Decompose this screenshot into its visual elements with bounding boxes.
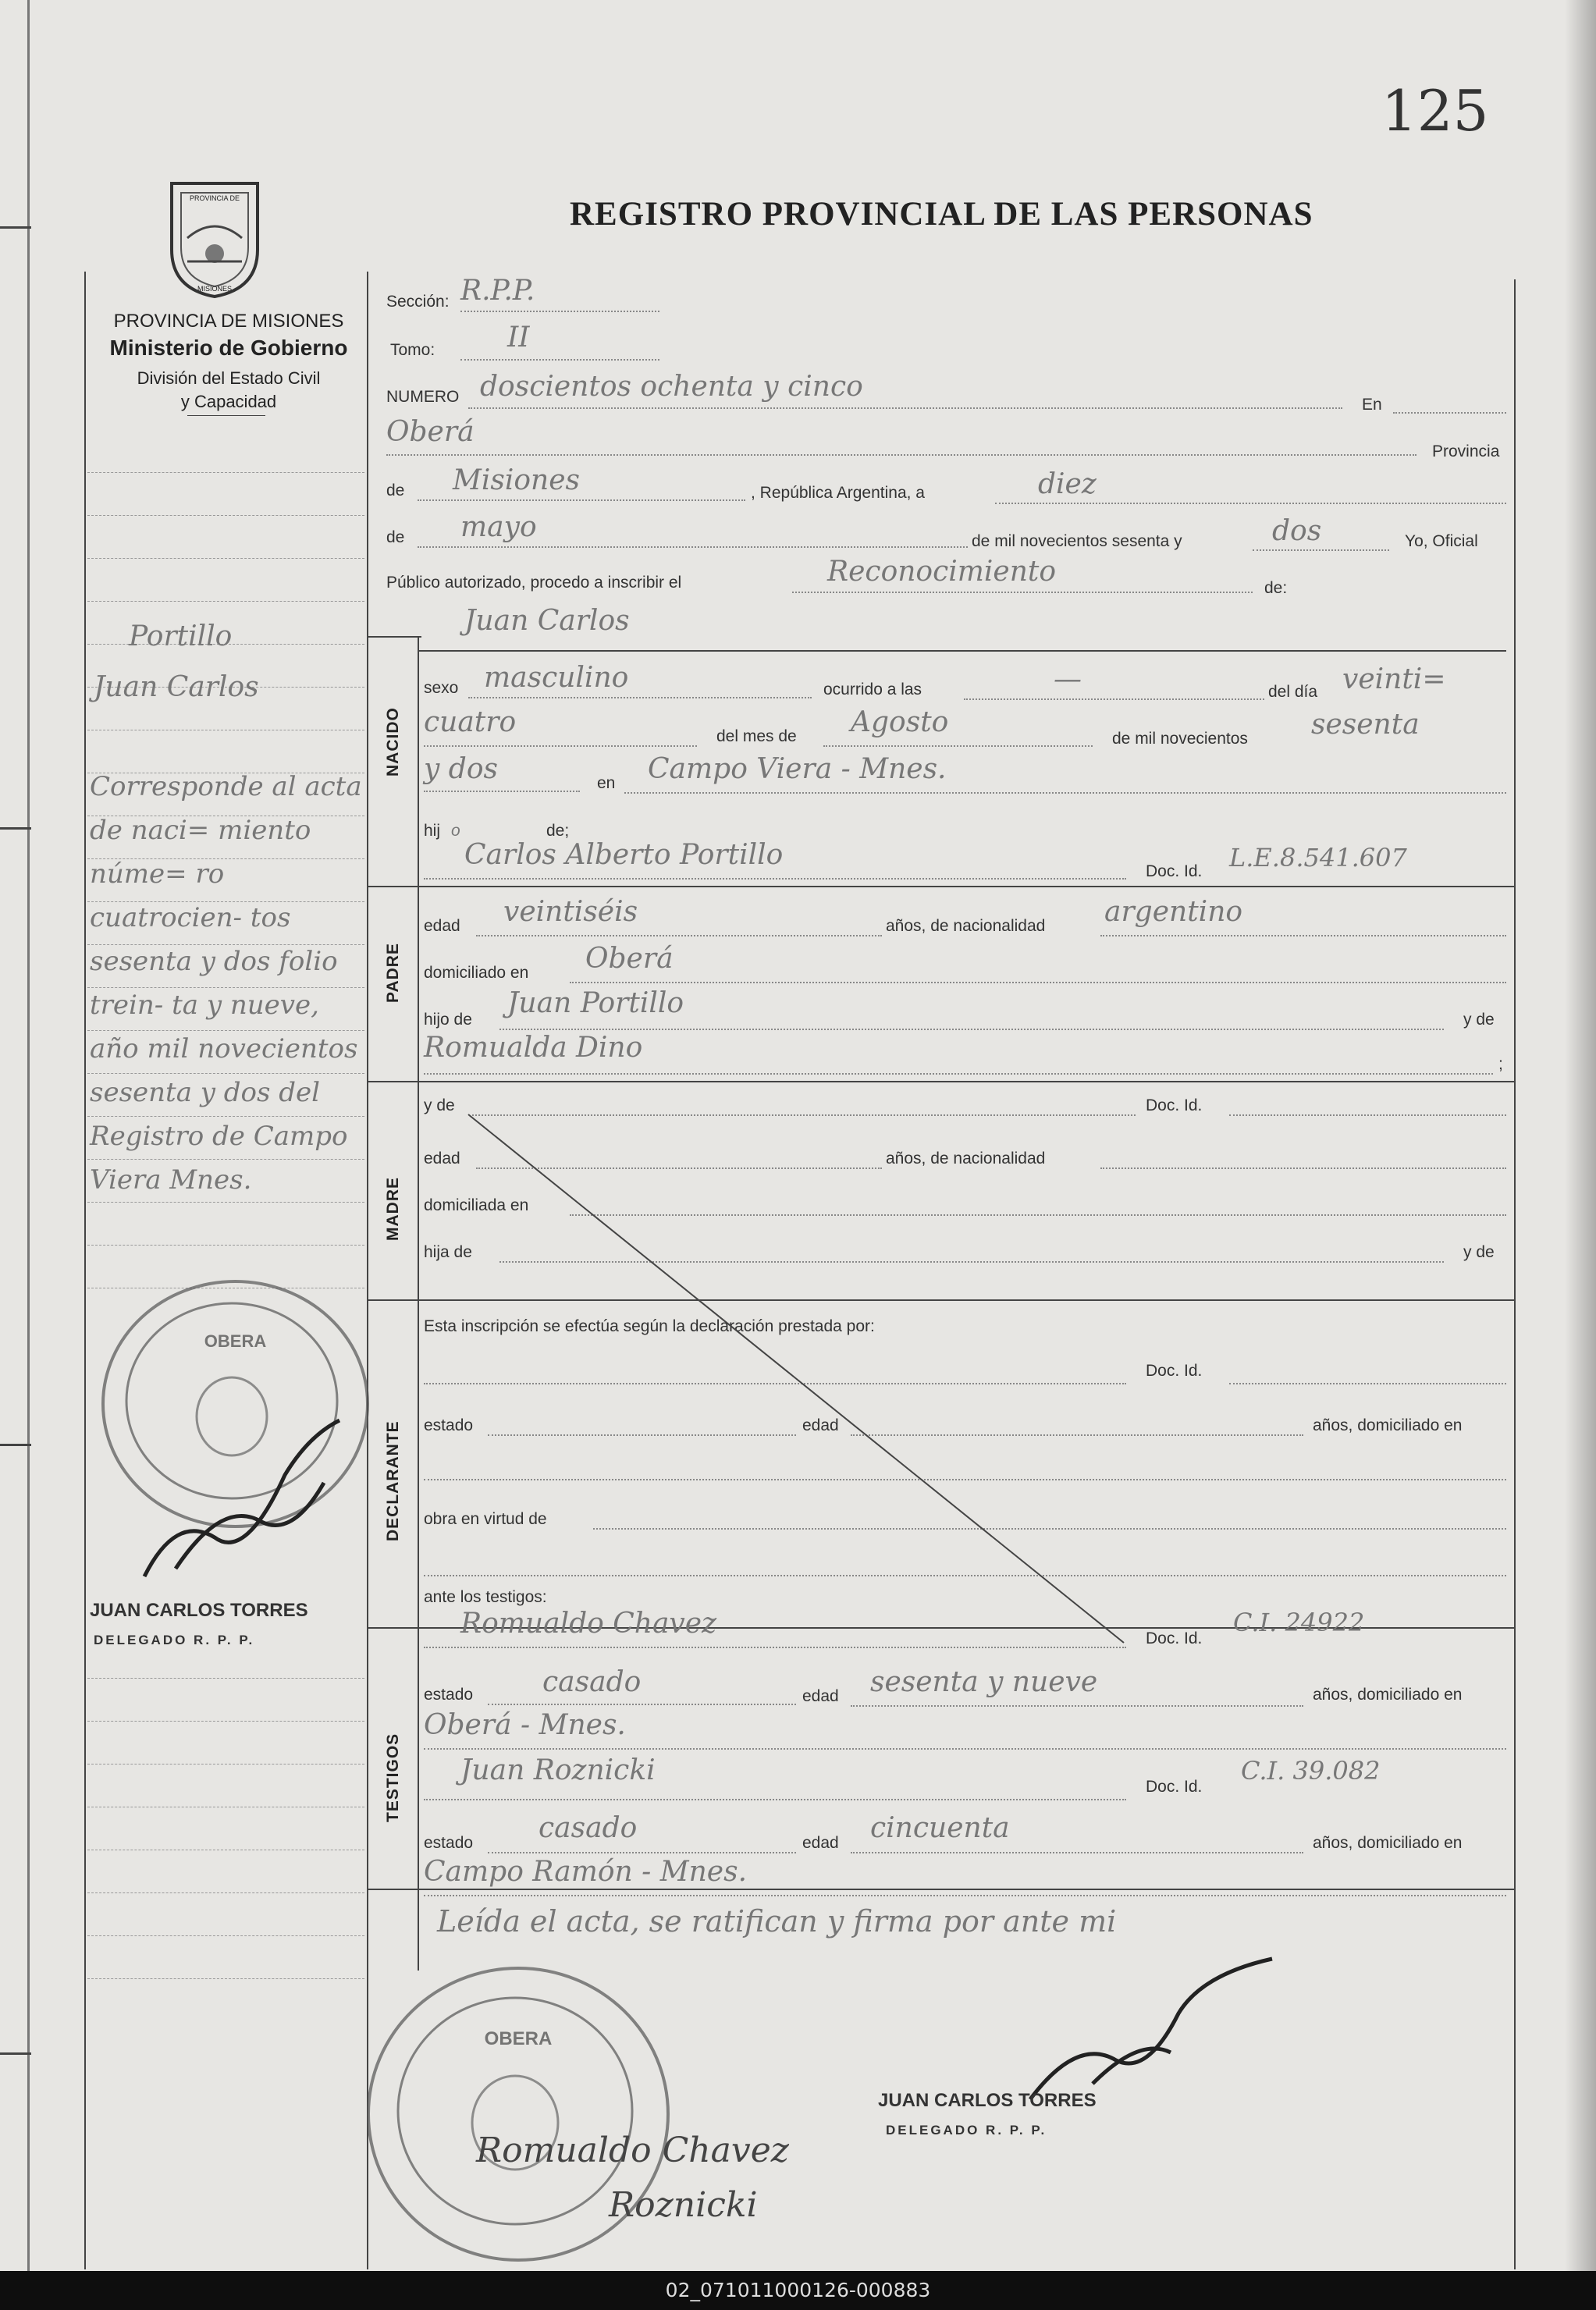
edad-padre-label: edad: [424, 917, 460, 935]
margin-given-name: Juan Carlos: [94, 671, 259, 703]
en-nacido-label: en: [597, 774, 616, 792]
page-title: REGISTRO PROVINCIAL DE LAS PERSONAS: [570, 196, 1313, 233]
header-division: División del Estado Civil: [137, 368, 321, 388]
estado-testigo2-label: estado: [424, 1834, 474, 1852]
edad-testigo2-label: edad: [802, 1834, 839, 1852]
margin-surname: Portillo: [129, 620, 233, 652]
section-label-padre: PADRE: [384, 943, 402, 1003]
numero-label: NUMERO: [386, 388, 460, 406]
ocurrido-label: ocurrido a las: [823, 681, 922, 698]
dia-value: diez: [1038, 468, 1097, 500]
yde-madre-label: y de: [1463, 1243, 1495, 1261]
estado-testigo1-label: estado: [424, 1686, 474, 1704]
hijo-de-label: de;: [546, 822, 570, 840]
witness-signature-1: Romualdo Chavez: [476, 2131, 789, 2170]
hijo-suffix: o: [451, 822, 460, 840]
del-dia-label: del día: [1268, 683, 1318, 701]
field-line: [424, 1647, 1126, 1648]
delegado-name-bottom: JUAN CARLOS TORRES: [878, 2090, 1097, 2111]
testigo2-estado: casado: [539, 1812, 638, 1844]
nacionalidad-madre-label: años, de nacionalidad: [886, 1150, 1046, 1167]
yo-oficial-label: Yo, Oficial: [1405, 532, 1478, 550]
delegado-title: DELEGADO R. P. P.: [94, 1633, 255, 1647]
nacionalidad-padre-label: años, de nacionalidad: [886, 917, 1046, 935]
provincia-value: Misiones: [453, 464, 581, 496]
stamp-center-text: OBERA: [484, 2028, 553, 2049]
de2-label: de: [386, 528, 405, 546]
signature-scribble: [129, 1389, 363, 1600]
republica-label: , República Argentina, a: [751, 484, 925, 502]
mes-nacido-label: del mes de: [716, 727, 797, 745]
abuelo-value: Juan Portillo: [507, 987, 684, 1019]
declaracion-label: Esta inscripción se efectúa según la declaración prestada por:: [424, 1317, 875, 1335]
doc-testigo1-label: Doc. Id.: [1146, 1629, 1203, 1647]
delegado-title-bottom: DELEGADO R. P. P.: [886, 2123, 1047, 2138]
hijo-label-text: hij: [424, 822, 441, 840]
closing-statement: Leída el acta, se ratifican y firma por ante mi: [437, 1904, 1117, 1939]
de-label: de: [386, 482, 405, 499]
testigo2-nombre: Juan Roznicki: [460, 1754, 656, 1786]
anio-value: dos: [1272, 515, 1322, 547]
sexo-value: masculino: [484, 662, 629, 694]
signature-scribble: [1015, 1943, 1288, 2115]
domicilio-madre-label: domiciliada en: [424, 1196, 529, 1214]
anio-nacido-value-cont: y dos: [424, 753, 498, 785]
mes-value: mayo: [460, 511, 537, 543]
section-label-declarante: DECLARANTE: [384, 1420, 402, 1541]
section-label-madre: MADRE: [384, 1177, 402, 1241]
field-line: [424, 1895, 1506, 1896]
hija-de-label: hija de: [424, 1243, 472, 1261]
testigo2-domicilio: Campo Ramón - Mnes.: [424, 1856, 748, 1888]
edad-padre-value: veintiséis: [503, 896, 638, 928]
mil-label: de mil novecientos sesenta y: [972, 532, 1182, 550]
anios-testigo1-label: años, domiciliado en: [1313, 1686, 1463, 1704]
sexo-label: sexo: [424, 679, 459, 697]
semicolon: ;: [1498, 1055, 1503, 1073]
testigo1-doc: C.I. 24922: [1233, 1608, 1365, 1637]
seal-bottom-text: MISIONES: [197, 285, 232, 293]
provincia-label: Provincia: [1432, 442, 1500, 460]
lugar-nacido-value: Campo Viera - Mnes.: [648, 753, 947, 785]
edad-declarante-label: edad: [802, 1416, 839, 1434]
field-line: [488, 1704, 796, 1705]
estado-declarante-label: estado: [424, 1416, 474, 1434]
testigo1-estado: casado: [542, 1666, 642, 1698]
padre-doc-value: L.E.8.541.607: [1229, 843, 1407, 872]
de3-label: de:: [1264, 579, 1288, 597]
header-ministry: Ministerio de Gobierno: [109, 336, 348, 360]
lugar-value: Oberá: [386, 416, 475, 448]
nacionalidad-padre-value: argentino: [1104, 896, 1243, 928]
edad-testigo1-label: edad: [802, 1687, 839, 1705]
domicilio-padre-value: Oberá: [585, 943, 674, 975]
seal-top-text: PROVINCIA DE: [189, 194, 240, 202]
testigo1-nombre: Romualdo Chavez: [460, 1608, 717, 1640]
doc-label: Doc. Id.: [1146, 862, 1203, 880]
ante-testigos-label: ante los testigos:: [424, 1588, 547, 1606]
field-line: [424, 1748, 1506, 1750]
abuela-value: Romualda Dino: [424, 1032, 643, 1064]
numero-value: doscientos ochenta y cinco: [480, 371, 863, 403]
publico-label: Público autorizado, procedo a inscribir el: [386, 574, 682, 592]
header-province: PROVINCIA DE MISIONES: [113, 311, 344, 332]
field-line: [424, 1799, 1126, 1800]
delegado-name: JUAN CARLOS TORRES: [90, 1600, 308, 1621]
section-label-nacido: NACIDO: [384, 707, 402, 777]
obra-label: obra en virtud de: [424, 1510, 547, 1528]
anios-declarante-label: años, domiciliado en: [1313, 1416, 1463, 1434]
testigo1-edad: sesenta y nueve: [870, 1666, 1098, 1698]
seccion-label: Sección:: [386, 293, 450, 311]
doc-declarante-label: Doc. Id.: [1146, 1362, 1203, 1380]
padre-nombre-value: Carlos Alberto Portillo: [464, 839, 784, 871]
nombre-value: Juan Carlos: [464, 605, 630, 637]
doc-testigo2-label: Doc. Id.: [1146, 1778, 1203, 1796]
acto-value: Reconocimiento: [827, 556, 1057, 588]
image-footer: [0, 2271, 1596, 2310]
seccion-value: R.P.P.: [460, 275, 535, 307]
image-id: 02_071011000126-000883: [665, 2279, 931, 2301]
header-capacity: y Capacidad: [180, 392, 277, 411]
field-line: [851, 1852, 1303, 1853]
dia-nacido-value: veinti=: [1342, 663, 1446, 695]
page-number: 125: [1381, 78, 1489, 144]
stamp-center-text: OBERA: [204, 1331, 267, 1351]
witness-signature-2: Roznicki: [609, 2185, 758, 2225]
field-line: [851, 1705, 1303, 1707]
yde2-padre-label: y de: [424, 1096, 455, 1114]
domicilio-padre-label: domiciliado en: [424, 964, 529, 982]
field-line: [488, 1852, 796, 1853]
yde-padre-label: y de: [1463, 1011, 1495, 1029]
doc-padre-label: Doc. Id.: [1146, 1096, 1203, 1114]
margin-annotation: Corresponde al acta de naci= miento núme= ro cuatrocien- tos sesenta y dos folio trein- ta y nueve, año mil novecientos sesenta y dos del Registro de Campo Viera Mnes.: [90, 771, 362, 1196]
tomo-label: Tomo:: [390, 341, 435, 359]
edad-madre-label: edad: [424, 1150, 460, 1167]
testigo2-doc: C.I. 39.082: [1241, 1756, 1381, 1786]
testigo2-edad: cincuenta: [870, 1812, 1010, 1844]
anio-nacido-value: sesenta: [1311, 709, 1420, 741]
anios-testigo2-label: años, domiciliado en: [1313, 1834, 1463, 1852]
tomo-value: II: [507, 322, 530, 354]
en-label: En: [1362, 396, 1382, 414]
testigo1-domicilio: Oberá - Mnes.: [424, 1709, 626, 1741]
hora-value: —: [1054, 663, 1082, 695]
mil-nacido-label: de mil novecientos: [1112, 730, 1248, 748]
hijo-de-padre-label: hijo de: [424, 1011, 472, 1029]
mes-nacido-value: Agosto: [851, 706, 949, 738]
dia-nacido-value-cont: cuatro: [424, 706, 517, 738]
section-label-testigos: TESTIGOS: [384, 1732, 402, 1822]
